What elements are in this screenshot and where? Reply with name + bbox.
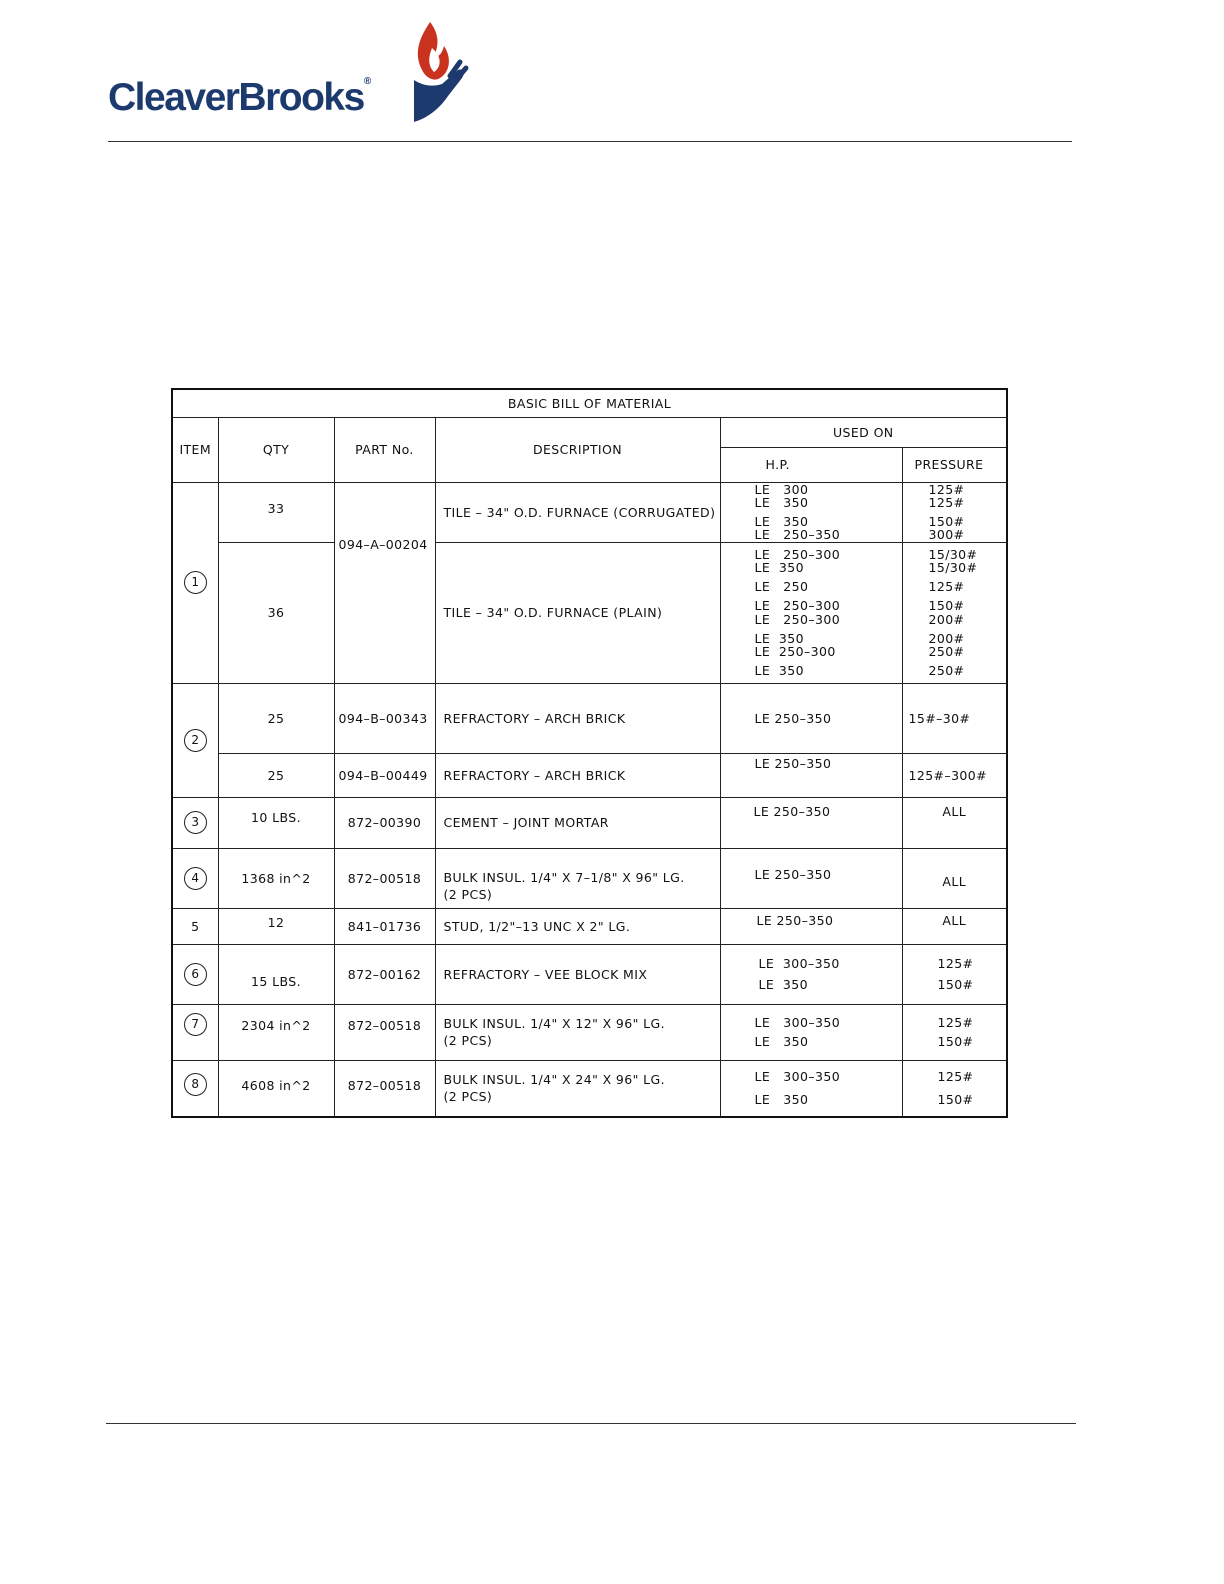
pressure-cell	[902, 482, 1007, 542]
pressure-line: 125#	[937, 1069, 974, 1085]
pressure-line: 300#	[928, 527, 965, 543]
table-row	[172, 797, 1007, 848]
item-cell	[172, 482, 218, 683]
hp-line: LE 250–300	[754, 547, 841, 562]
pressure-line: 125#	[928, 494, 965, 510]
qty-cell: 12	[218, 908, 334, 944]
footer-divider	[106, 1423, 1076, 1424]
hp-line: LE 300–350	[754, 1015, 841, 1030]
part-number-cell: 094–A–00204	[334, 482, 435, 683]
pressure-cell: 125#–300#	[902, 753, 1007, 797]
qty-cell: 15 LBS.	[218, 944, 334, 1004]
item-cell	[172, 797, 218, 848]
hp-line: LE 300–350	[754, 1069, 841, 1085]
item-number-badge: 7	[184, 1013, 207, 1036]
hp-line: LE 350	[754, 1034, 809, 1049]
description-cell: STUD, 1/2"–13 UNC X 2" LG.	[435, 908, 720, 944]
description-line: BULK INSUL. 1/4" X 24" X 96" LG.	[443, 1072, 665, 1088]
hp-line: LE 300	[754, 481, 809, 497]
part-number-cell: 872–00518	[334, 1004, 435, 1060]
pressure-line: 125#	[928, 481, 965, 497]
description-line: (2 PCS)	[443, 1033, 493, 1048]
header-pressure: PRESSURE	[902, 447, 1007, 482]
item-cell	[172, 683, 218, 797]
pressure-cell: ALL	[902, 797, 1007, 848]
pressure-cell: ALL	[902, 908, 1007, 944]
description-line: (2 PCS)	[443, 1089, 493, 1105]
pressure-line: 200#	[928, 630, 965, 646]
pressure-line: 125#	[937, 956, 974, 971]
table-row	[172, 542, 1007, 683]
hp-cell	[720, 1004, 902, 1060]
table-title: BASIC BILL OF MATERIAL	[172, 389, 1007, 417]
pressure-line: 125#	[937, 1015, 974, 1030]
description-cell	[435, 1004, 720, 1060]
table-row	[172, 944, 1007, 1004]
description-cell: REFRACTORY – ARCH BRICK	[435, 753, 720, 797]
pressure-cell: 15#–30#	[902, 683, 1007, 753]
cleaver-brooks-logo	[108, 18, 478, 130]
qty-cell: 2304 in^2	[218, 1004, 334, 1060]
item-number-badge: 8	[184, 1073, 207, 1096]
item-number-badge: 6	[184, 963, 207, 986]
header-qty: QTY	[218, 417, 334, 482]
qty-cell: 10 LBS.	[218, 797, 334, 848]
hp-line: LE 350	[754, 1092, 809, 1108]
item-number-badge: 2	[184, 729, 207, 752]
description-cell	[435, 848, 720, 908]
pressure-line: 150#	[937, 1034, 974, 1049]
description-line: BULK INSUL. 1/4" X 7–1/8" X 96" LG.	[443, 870, 685, 885]
pressure-line: 150#	[928, 598, 965, 614]
pressure-line: 200#	[928, 611, 965, 627]
pressure-line: 125#	[928, 579, 965, 595]
hp-cell: LE 250–350	[720, 683, 902, 753]
qty-cell: 4608 in^2	[218, 1060, 334, 1117]
hp-cell: LE 250–350	[720, 753, 902, 797]
pressure-cell	[902, 542, 1007, 683]
bill-of-material-table	[171, 388, 1008, 1118]
part-number-cell: 872–00518	[334, 1060, 435, 1117]
header-part-number: PART No.	[334, 417, 435, 482]
qty-cell: 25	[218, 753, 334, 797]
hp-line: LE 350	[754, 630, 804, 646]
part-number-cell: 841–01736	[334, 908, 435, 944]
table-row	[172, 1060, 1007, 1117]
description-cell: TILE – 34" O.D. FURNACE (PLAIN)	[435, 542, 720, 683]
hp-line: LE 250–300	[754, 611, 841, 627]
flame-hand-icon	[400, 18, 470, 128]
description-line: (2 PCS)	[443, 887, 493, 902]
table-row	[172, 753, 1007, 797]
item-number-badge: 1	[184, 571, 207, 594]
item-number-badge: 4	[184, 867, 207, 890]
hp-cell: LE 250–350	[720, 797, 902, 848]
description-cell: CEMENT – JOINT MORTAR	[435, 797, 720, 848]
hp-line: LE 300–350	[758, 956, 840, 971]
pressure-cell	[902, 1004, 1007, 1060]
item-cell	[172, 1060, 218, 1117]
part-number-cell: 872–00518	[334, 848, 435, 908]
hp-line: LE 350	[754, 494, 809, 510]
pressure-line: 150#	[937, 977, 974, 992]
hp-cell	[720, 1060, 902, 1117]
part-number-cell: 872–00390	[334, 797, 435, 848]
hp-line: LE 350	[754, 662, 804, 678]
pressure-line: 15/30#	[928, 547, 978, 562]
description-cell	[435, 1060, 720, 1117]
table-row	[172, 1004, 1007, 1060]
table-row	[172, 908, 1007, 944]
qty-cell: 25	[218, 683, 334, 753]
header-description: DESCRIPTION	[435, 417, 720, 482]
item-number-badge: 3	[184, 811, 207, 834]
description-cell: REFRACTORY – ARCH BRICK	[435, 683, 720, 753]
table-row	[172, 683, 1007, 753]
pressure-cell	[902, 944, 1007, 1004]
part-number-cell: 872–00162	[334, 944, 435, 1004]
pressure-line: 15/30#	[928, 560, 978, 576]
table-row	[172, 848, 1007, 908]
header-divider	[108, 141, 1072, 142]
hp-line: LE 250	[754, 579, 809, 595]
hp-line: LE 350	[754, 514, 809, 529]
qty-cell: 33	[218, 482, 334, 542]
hp-line: LE 350	[754, 560, 804, 576]
header-hp: H.P.	[720, 447, 902, 482]
part-number-cell: 094–B–00343	[334, 683, 435, 753]
qty-cell: 36	[218, 542, 334, 683]
hp-cell	[720, 482, 902, 542]
hp-line: LE 250–300	[754, 643, 836, 659]
hp-cell	[720, 944, 902, 1004]
pressure-line: 150#	[928, 514, 965, 529]
hp-cell	[720, 542, 902, 683]
description-cell: TILE – 34" O.D. FURNACE (CORRUGATED)	[435, 482, 720, 542]
pressure-line: 150#	[937, 1092, 974, 1108]
hp-cell: LE 250–350	[720, 908, 902, 944]
header-item: ITEM	[172, 417, 218, 482]
header-used-on: USED ON	[720, 417, 1007, 447]
hp-line: LE 250–350	[754, 527, 841, 543]
item-cell	[172, 848, 218, 908]
item-cell	[172, 944, 218, 1004]
description-cell: REFRACTORY – VEE BLOCK MIX	[435, 944, 720, 1004]
hp-cell: LE 250–350	[720, 848, 902, 908]
item-cell: 5	[172, 908, 218, 944]
item-cell	[172, 1004, 218, 1060]
table-row	[172, 482, 1007, 542]
hp-line: LE 250–300	[754, 598, 841, 614]
pressure-line: 250#	[928, 643, 965, 659]
pressure-line: 250#	[928, 662, 965, 678]
description-line: BULK INSUL. 1/4" X 12" X 96" LG.	[443, 1016, 665, 1031]
hp-line: LE 350	[758, 977, 808, 992]
part-number-cell: 094–B–00449	[334, 753, 435, 797]
pressure-cell: ALL	[902, 848, 1007, 908]
pressure-cell	[902, 1060, 1007, 1117]
logo-wordmark: CleaverBrooks®	[108, 76, 372, 119]
qty-cell: 1368 in^2	[218, 848, 334, 908]
